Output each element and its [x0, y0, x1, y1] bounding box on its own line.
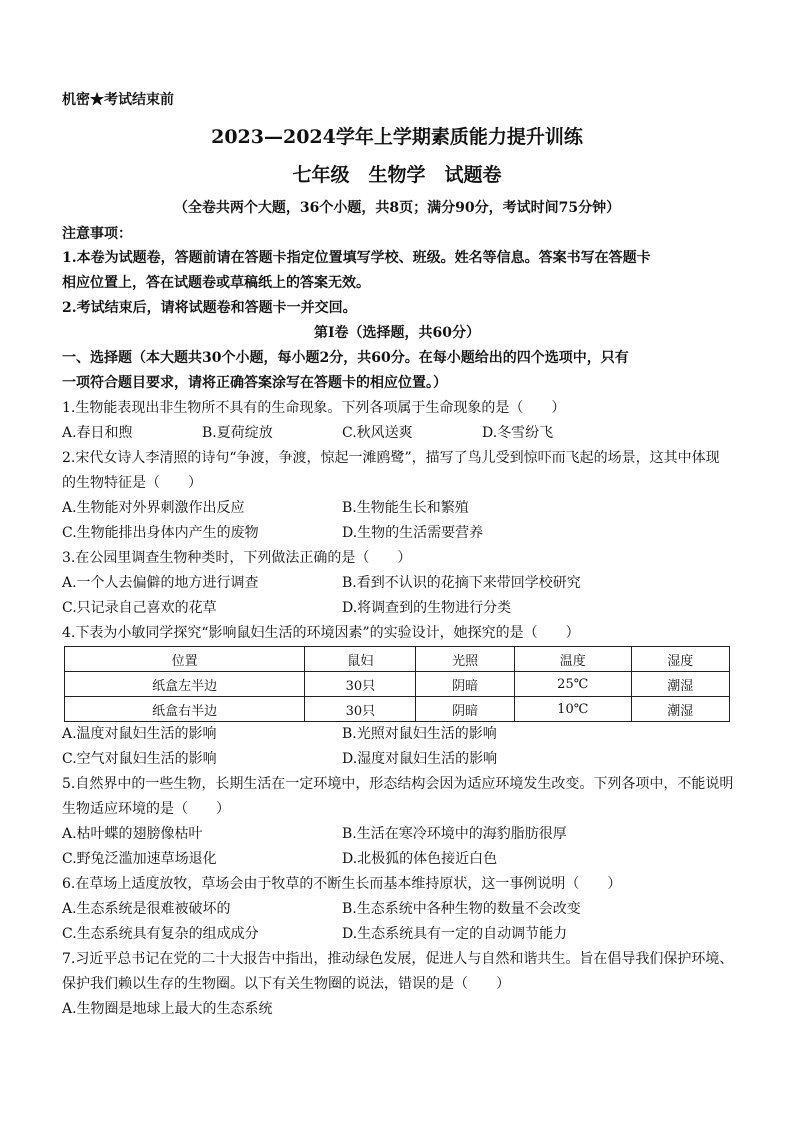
- q1-option-c: C.秋风送爽: [342, 425, 413, 441]
- q3-option-a: A.一个人去偏僻的地方进行调查: [62, 575, 259, 591]
- table-cell: 潮湿: [631, 697, 729, 722]
- q2-stem-line-1: 2.宋代女诗人李清照的诗句“争渡，争渡，惊起一滩鸥鹭”，描写了鸟儿受到惊吓而飞起的场景，这其中体现: [62, 450, 720, 466]
- q2-option-d: D.生物的生活需要营养: [342, 525, 484, 541]
- q7-stem-line-1: 7.习近平总书记在党的二十大报告中指出，推动绿色发展，促进人与自然和谐共生。旨在倡导我们保护环境、: [62, 951, 734, 967]
- q5-option-d: D.北极狐的体色接近白色: [342, 851, 498, 867]
- table-header-row: [65, 647, 730, 672]
- q2-option-a: A.生物能对外界刺激作出反应: [62, 500, 245, 516]
- q5-stem-line-2: 生物适应环境的是（ ）: [62, 801, 230, 817]
- table-header-cell: 光照: [416, 647, 514, 672]
- table-cell: 阴暗: [416, 697, 514, 722]
- table-row: [65, 697, 730, 722]
- q7-stem-line-2: 保护我们赖以生存的生物圈。以下有关生物圈的说法，错误的是（ ）: [62, 976, 510, 992]
- q1-option-d: D.冬雪纷飞: [482, 425, 554, 441]
- table-cell: 10℃: [514, 697, 631, 722]
- exam-info: （全卷共两个大题，36个小题，共8页；满分90分，考试时间75分钟）: [173, 200, 621, 216]
- table-header-cell: 温度: [514, 647, 631, 672]
- q4-option-d: D.湿度对鼠妇生活的影响: [342, 751, 498, 767]
- notes-item-1-line-2: 相应位置上，答在试题卷或草稿纸上的答案无效。: [62, 275, 370, 291]
- q2-option-c: C.生物能排出身体内产生的废物: [62, 525, 259, 541]
- q1-stem: 1.生物能表现出非生物所不具有的生命现象。下列各项属于生命现象的是（ ）: [62, 400, 566, 416]
- experiment-table: [64, 646, 730, 722]
- q5-option-a: A.枯叶蝶的翅膀像枯叶: [62, 826, 203, 842]
- section-heading-line-2: 一项符合题目要求，请将正确答案涂写在答题卡的相应位置。）: [62, 375, 447, 391]
- q2-option-b: B.生物能生长和繁殖: [342, 500, 469, 516]
- q7-option-a: A.生物圈是地球上最大的生态系统: [62, 1001, 273, 1017]
- q5-stem-line-1: 5.自然界中的一些生物，长期生活在一定环境中，形态结构会因为适应环境发生改变。下列各项中，不能说明: [62, 776, 734, 792]
- notes-item-1-line-1: 1.本卷为试题卷，答题前请在答题卡指定位置填写学校、班级。姓名等信息。答案书写在答题卡: [62, 250, 651, 266]
- q4-option-a: A.温度对鼠妇生活的影响: [62, 726, 217, 742]
- q6-option-c: C.生态系统具有复杂的组成成分: [62, 926, 259, 942]
- notes-heading: 注意事项：: [62, 226, 132, 242]
- q5-option-b: B.生活在寒冷环境中的海豹脂肪很厚: [342, 826, 567, 842]
- q6-stem: 6.在草场上适度放牧，草场会由于牧草的不断生长而基本维持原状，这一事例说明（ ）: [62, 876, 622, 892]
- table-cell: 25℃: [514, 672, 631, 697]
- table-row: [65, 672, 730, 697]
- confidential-label: 机密★考试结束前: [62, 92, 174, 108]
- q6-option-b: B.生态系统中各种生物的数量不会改变: [342, 901, 581, 917]
- exam-title: 2023—2024学年上学期素质能力提升训练: [211, 126, 583, 148]
- part-title: 第Ⅰ卷（选择题，共60分）: [313, 325, 481, 341]
- exam-subtitle: 七年级 生物学 试题卷: [292, 164, 502, 186]
- q4-stem: 4.下表为小敏同学探究“影响鼠妇生活的环境因素”的实验设计，她探究的是（ ）: [62, 625, 580, 641]
- notes-item-2: 2.考试结束后，请将试题卷和答题卡一并交回。: [62, 300, 357, 316]
- table-header-cell: 位置: [65, 647, 305, 672]
- table-cell: 纸盒右半边: [65, 697, 305, 722]
- table-header-cell: 湿度: [631, 647, 729, 672]
- table-cell: 潮湿: [631, 672, 729, 697]
- section-heading-line-1: 一、选择题（本大题共30个小题，每小题2分，共60分。在每小题给出的四个选项中，只有: [62, 350, 629, 366]
- table-cell: 阴暗: [416, 672, 514, 697]
- q3-stem: 3.在公园里调查生物种类时，下列做法正确的是（ ）: [62, 550, 412, 566]
- table-cell: 纸盒左半边: [65, 672, 305, 697]
- q6-option-a: A.生态系统是很难被破坏的: [62, 901, 231, 917]
- q4-option-c: C.空气对鼠妇生活的影响: [62, 751, 217, 767]
- q3-option-d: D.将调查到的生物进行分类: [342, 600, 512, 616]
- table-cell: 30只: [305, 672, 416, 697]
- q1-option-a: A.春日和煦: [62, 425, 133, 441]
- q3-option-b: B.看到不认识的花摘下来带回学校研究: [342, 575, 581, 591]
- q1-option-b: B.夏荷绽放: [202, 425, 273, 441]
- q4-option-b: B.光照对鼠妇生活的影响: [342, 726, 497, 742]
- q6-option-d: D.生态系统具有一定的自动调节能力: [342, 926, 568, 942]
- table-header-cell: 鼠妇: [305, 647, 416, 672]
- q3-option-c: C.只记录自己喜欢的花草: [62, 600, 217, 616]
- q2-stem-line-2: 的生物特征是（ ）: [62, 475, 202, 491]
- table-cell: 30只: [305, 697, 416, 722]
- q5-option-c: C.野兔泛滥加速草场退化: [62, 851, 217, 867]
